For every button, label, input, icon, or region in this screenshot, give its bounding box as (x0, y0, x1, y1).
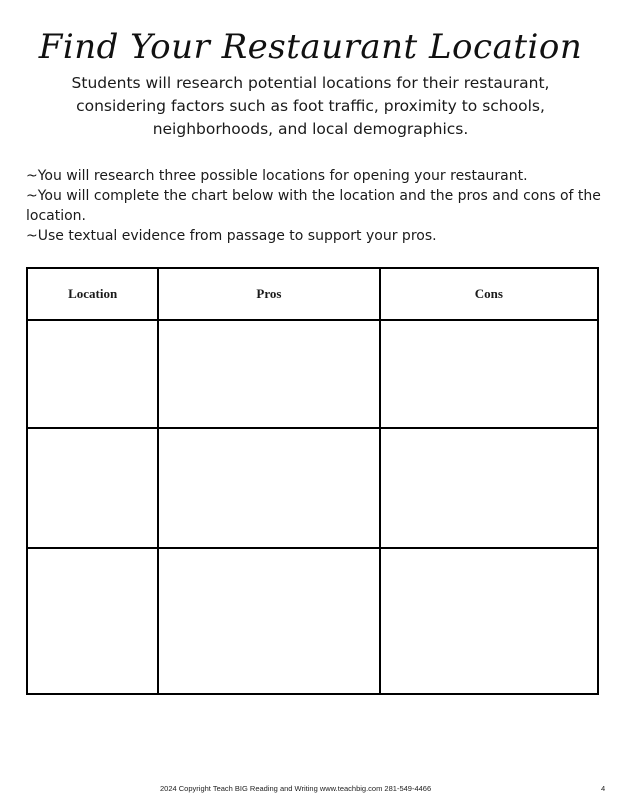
table-row (27, 548, 598, 694)
pros-cell[interactable] (158, 320, 379, 428)
header-cons: Cons (380, 268, 598, 320)
intro-paragraph: Students will research potential locations for their restaurant, considering factors such as foot traffic, proximity to schools, neighborhoods, and local demographics. (71, 74, 550, 138)
instruction-item: ~You will research three possible locations for opening your restaurant. (26, 168, 528, 184)
instructions-list (26, 166, 606, 246)
table-row (27, 320, 598, 428)
copyright-footer: 2024 Copyright Teach BIG Reading and Writing www.teachbig.com 281-549-4466 (160, 784, 432, 793)
location-chart-table (26, 267, 599, 695)
header-location: Location (27, 268, 158, 320)
location-cell[interactable] (27, 548, 158, 694)
cons-cell[interactable] (380, 548, 598, 694)
cons-cell[interactable] (380, 320, 598, 428)
page-number: 4 (601, 784, 606, 793)
table-header-row (27, 268, 598, 320)
instruction-item: ~Use textual evidence from passage to support your pros. (26, 228, 437, 244)
location-cell[interactable] (27, 428, 158, 548)
location-cell[interactable] (27, 320, 158, 428)
header-pros: Pros (158, 268, 379, 320)
table-row (27, 428, 598, 548)
instruction-item: ~You will complete the chart below with the location and the pros and cons of the location. (26, 188, 601, 224)
pros-cell[interactable] (158, 548, 379, 694)
pros-cell[interactable] (158, 428, 379, 548)
page-title: Find Your Restaurant Location (38, 26, 583, 67)
cons-cell[interactable] (380, 428, 598, 548)
